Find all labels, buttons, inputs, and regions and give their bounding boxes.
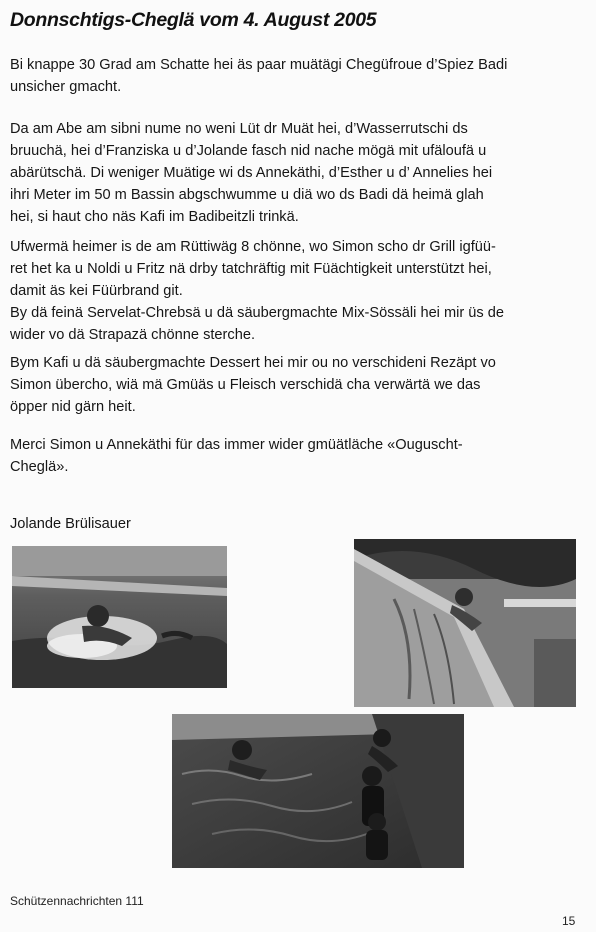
paragraph-line: hei, si haut cho näs Kafi im Badibeitzli trinkä. — [10, 209, 299, 225]
paragraph-2 — [10, 118, 578, 228]
paragraph-line: Cheglä». — [10, 459, 69, 475]
photo-pool-swimmers — [172, 714, 464, 868]
paragraph-5 — [10, 434, 578, 478]
paragraph-line: By dä feinä Servelat-Chrebsä u dä säubergmachte Mix-Sössäli hei mir üs de — [10, 305, 504, 321]
paragraph-line: Da am Abe am sibni nume no weni Lüt dr Muät hei, d’Wasserrutschi ds — [10, 121, 468, 137]
paragraph-line: ihri Meter im 50 m Bassin abgschwumme u diä wo ds Badi dä heimä glah — [10, 187, 484, 203]
publication-name: Schützennachrichten 111 — [10, 894, 144, 908]
photo-pool-swimmers-image — [172, 714, 464, 868]
page-number: 15 — [562, 914, 576, 928]
photo-water-slide — [354, 539, 576, 707]
paragraph-line: ret het ka u Noldi u Fritz nä drby tatchräftig mit Füächtigkeit unterstützt hei, — [10, 261, 492, 277]
bleed-through-shadow — [400, 330, 580, 340]
article-title: Donnschtigs-Cheglä vom 4. August 2005 — [10, 9, 377, 31]
paragraph-4 — [10, 352, 578, 418]
paragraph-line: Ufwermä heimer is de am Rüttiwäg 8 chönne, wo Simon scho dr Grill igfüü- — [10, 239, 496, 255]
paragraph-line: bruuchä, hei d’Franziska u d’Jolande fasch nid nache mögä mit ufäloufä u — [10, 143, 487, 159]
photo-swimmer-splash-image — [12, 546, 227, 688]
author-name: Jolande Brülisauer — [10, 516, 131, 532]
paragraph-line: unsicher gmacht. — [10, 79, 122, 95]
paragraph-line: wider vo dä Strapazä chönne sterche. — [10, 327, 255, 343]
paragraph-1 — [10, 54, 578, 98]
photo-swimmer-splash — [12, 546, 227, 688]
paragraph-line: abärütschä. Di weniger Muätige wi ds Annekäthi, d’Esther u d’ Annelies hei — [10, 165, 493, 181]
paragraph-line: damit äs kei Füürbrand git. — [10, 283, 183, 299]
paragraph-line: Merci Simon u Annekäthi für das immer wider gmüätläche «Ouguscht- — [10, 437, 463, 453]
paragraph-line: öpper nid gärn heit. — [10, 399, 136, 415]
photo-water-slide-image — [354, 539, 576, 707]
paragraph-line: Bi knappe 30 Grad am Schatte hei äs paar muätägi Chegüfroue d’Spiez Badi — [10, 57, 508, 73]
paragraph-line: Simon übercho, wiä mä Gmüäs u Fleisch verschidä cha verwärtä we das — [10, 377, 481, 393]
paragraph-line: Bym Kafi u dä säubergmachte Dessert hei mir ou no verschideni Rezäpt vo — [10, 355, 496, 371]
